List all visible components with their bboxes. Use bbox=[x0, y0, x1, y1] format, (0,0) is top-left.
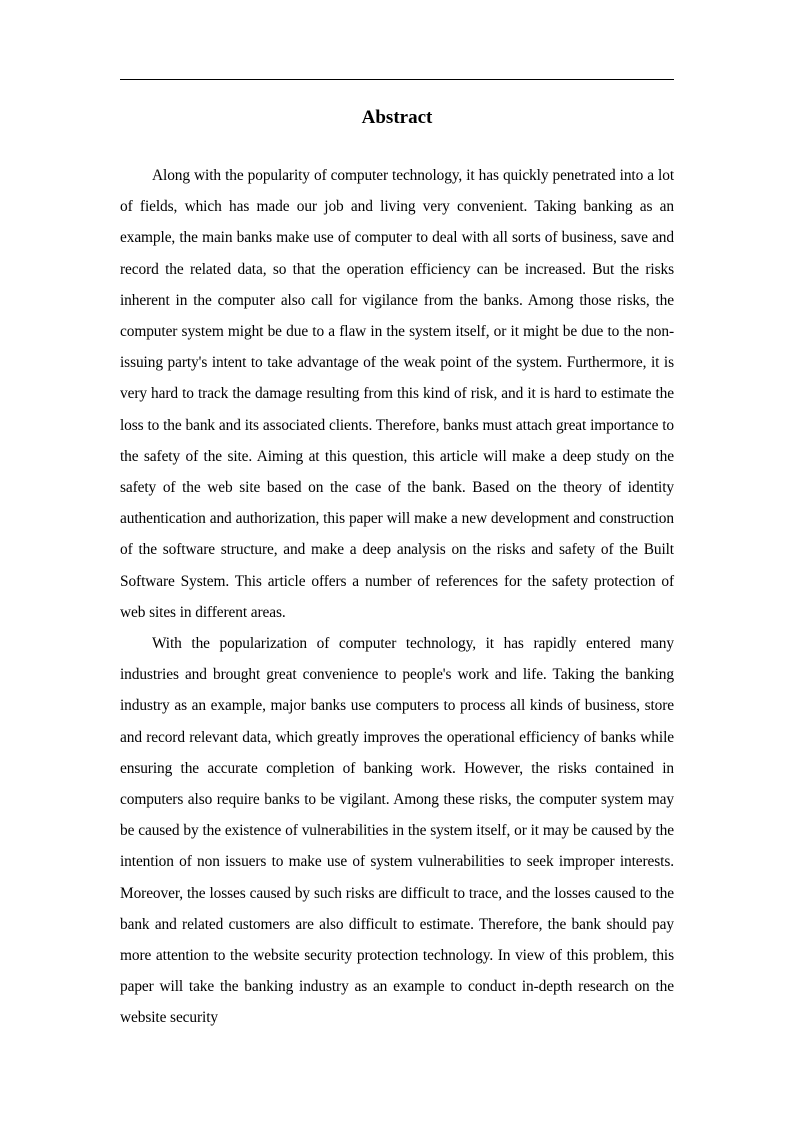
abstract-body bbox=[120, 160, 674, 1034]
paragraph: Along with the popularity of computer technology, it has quickly penetrated into a lot of fields, which has made our job and living very convenient. Taking banking as an example, the main banks make use of computer to deal with all sorts of business, save and record the related data, so that the operation efficiency can be increased. But the risks inherent in the computer also call for vigilance from the banks. Among those risks, the computer system might be due to a flaw in the system itself, or it might be due to the non-issuing party's intent to take advantage of the weak point of the system. Furthermore, it is very hard to track the damage resulting from this kind of risk, and it is hard to estimate the loss to the bank and its associated clients. Therefore, banks must attach great importance to the safety of the site. Aiming at this question, this article will make a deep study on the safety of the web site based on the case of the bank. Based on the theory of identity authentication and authorization, this paper will make a new development and construction of the software structure, and make a deep analysis on the risks and safety of the Built Software System. This article offers a number of references for the safety protection of web sites in different areas. bbox=[120, 167, 674, 621]
paragraph: With the popularization of computer technology, it has rapidly entered many industries and brought great convenience to people's work and life. Taking the banking industry as an example, major banks use computers to process all kinds of business, store and record relevant data, which greatly improves the operational efficiency of banks while ensuring the accurate completion of banking work. However, the risks contained in computers also require banks to be vigilant. Among these risks, the computer system may be caused by the existence of vulnerabilities in the system itself, or it may be caused by the intention of non issuers to make use of system vulnerabilities to seek improper interests. Moreover, the losses caused by such risks are difficult to trace, and the losses caused to the bank and related customers are also difficult to estimate. Therefore, the bank should pay more attention to the website security protection technology. In view of this problem, this paper will take the banking industry as an example to conduct in-depth research on the website security bbox=[120, 635, 674, 1027]
header-rule bbox=[120, 79, 674, 80]
page-title: Abstract bbox=[361, 107, 433, 128]
